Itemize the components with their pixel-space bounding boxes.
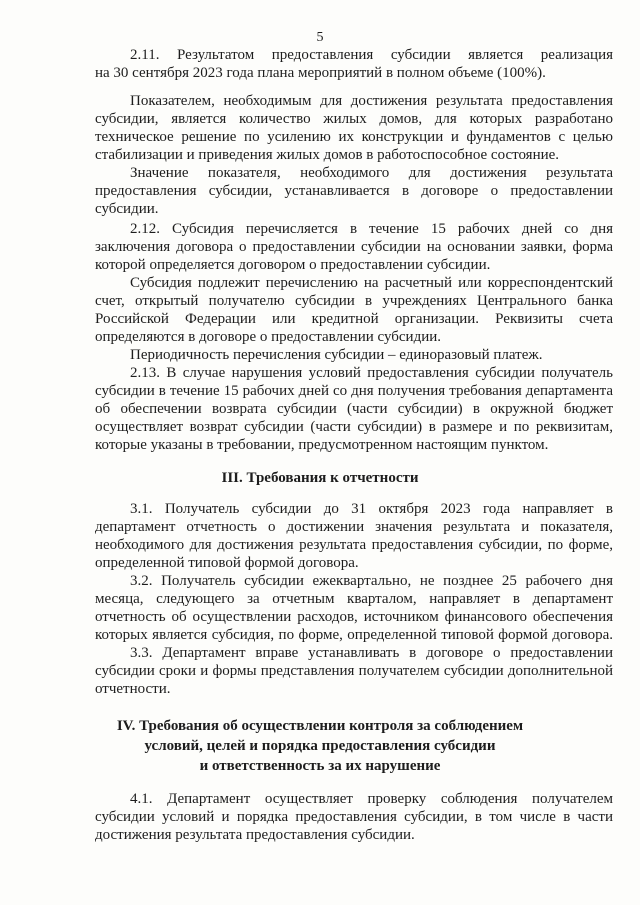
text-line: 3.2. Получатель субсидии ежеквартально, не позднее 25 рабочего дня: [130, 573, 613, 589]
text-line: необходимого для достижения результата предоставления субсидии, по форме,: [95, 537, 613, 553]
text-line: которой определяется договором о предоставлении субсидии.: [95, 257, 491, 273]
text-line: 3.1. Получатель субсидии до 31 октября 2023 года направляет в: [130, 501, 613, 517]
text-line: 4.1. Департамент осуществляет проверку соблюдения получателем: [130, 791, 613, 807]
text-line: субсидии в течение 15 рабочих дней со дня получения требования департамента: [95, 383, 613, 399]
text-line: предоставления субсидии, устанавливается в договоре о предоставлении: [95, 183, 613, 199]
text-line: которые указаны в требовании, предусмотренном настоящим пунктом.: [95, 437, 549, 453]
text-line: субсидии.: [95, 201, 159, 217]
text-line: осуществляет возврат субсидии (части субсидии) в размере и по реквизитам,: [95, 419, 613, 435]
text-line: субсидии условий и порядка предоставления субсидии, в том числе в части: [95, 809, 613, 825]
text-line: 2.11. Результатом предоставления субсидии является реализация: [130, 47, 613, 63]
text-line: Значение показателя, необходимого для достижения результата: [130, 165, 613, 181]
text-line: которых является субсидия, по форме, определенной типовой формой договора.: [95, 627, 613, 643]
text-line: месяца, следующего за отчетным кварталом, направляет в департамент: [95, 591, 613, 607]
section-heading: условий, целей и порядка предоставления субсидии: [144, 738, 496, 754]
text-line: определяются в договоре о предоставлении субсидии.: [95, 329, 442, 345]
text-line: об обеспечении возврата субсидии (части субсидии) в окружной бюджет: [95, 401, 613, 417]
text-line: счет, открытый получателю субсидии в учреждениях Центрального банка: [95, 293, 613, 309]
section-heading: IV. Требования об осуществлении контроля за соблюдением: [116, 718, 524, 734]
text-line: на 30 сентября 2023 года плана мероприятий в полном объеме (100%).: [95, 65, 546, 81]
text-line: 2.12. Субсидия перечисляется в течение 15 рабочих дней со дня: [130, 221, 613, 237]
text-line: заключения договора о предоставлении субсидии на основании заявки, форма: [95, 239, 613, 255]
text-line: Периодичность перечисления субсидии – единоразовый платеж.: [130, 347, 543, 363]
text-line: 2.13. В случае нарушения условий предоставления субсидии получатель: [130, 365, 613, 381]
text-line: определенной типовой формой договора.: [95, 555, 359, 571]
text-line: Субсидия подлежит перечислению на расчетный или корреспондентский: [130, 275, 613, 291]
text-line: Показателем, необходимым для достижения результата предоставления: [130, 93, 613, 109]
section-heading: III. Требования к отчетности: [221, 470, 419, 486]
text-line: достижения результата предоставления субсидии.: [95, 827, 415, 843]
section-heading: и ответственность за их нарушение: [199, 758, 441, 774]
text-line: стабилизации и приведения жилых домов в работоспособное состояние.: [95, 147, 560, 163]
text-line: субсидии, является количество жилых домов, для которых разработано: [95, 111, 613, 127]
page-number: 5: [316, 30, 324, 45]
text-line: отчетности.: [95, 681, 171, 697]
text-line: отчетность об осуществлении расходов, источником финансового обеспечения: [95, 609, 613, 625]
text-line: Российской Федерации или кредитной организации. Реквизиты счета: [95, 311, 613, 327]
text-line: департамент отчетность о достижении значения результата и показателя,: [95, 519, 613, 535]
text-line: 3.3. Департамент вправе устанавливать в договоре о предоставлении: [130, 645, 613, 661]
text-line: субсидии сроки и формы представления получателем субсидии дополнительной: [95, 663, 613, 679]
text-line: техническое решение по усилению их конструкции и фундаментов с целью: [95, 129, 613, 145]
